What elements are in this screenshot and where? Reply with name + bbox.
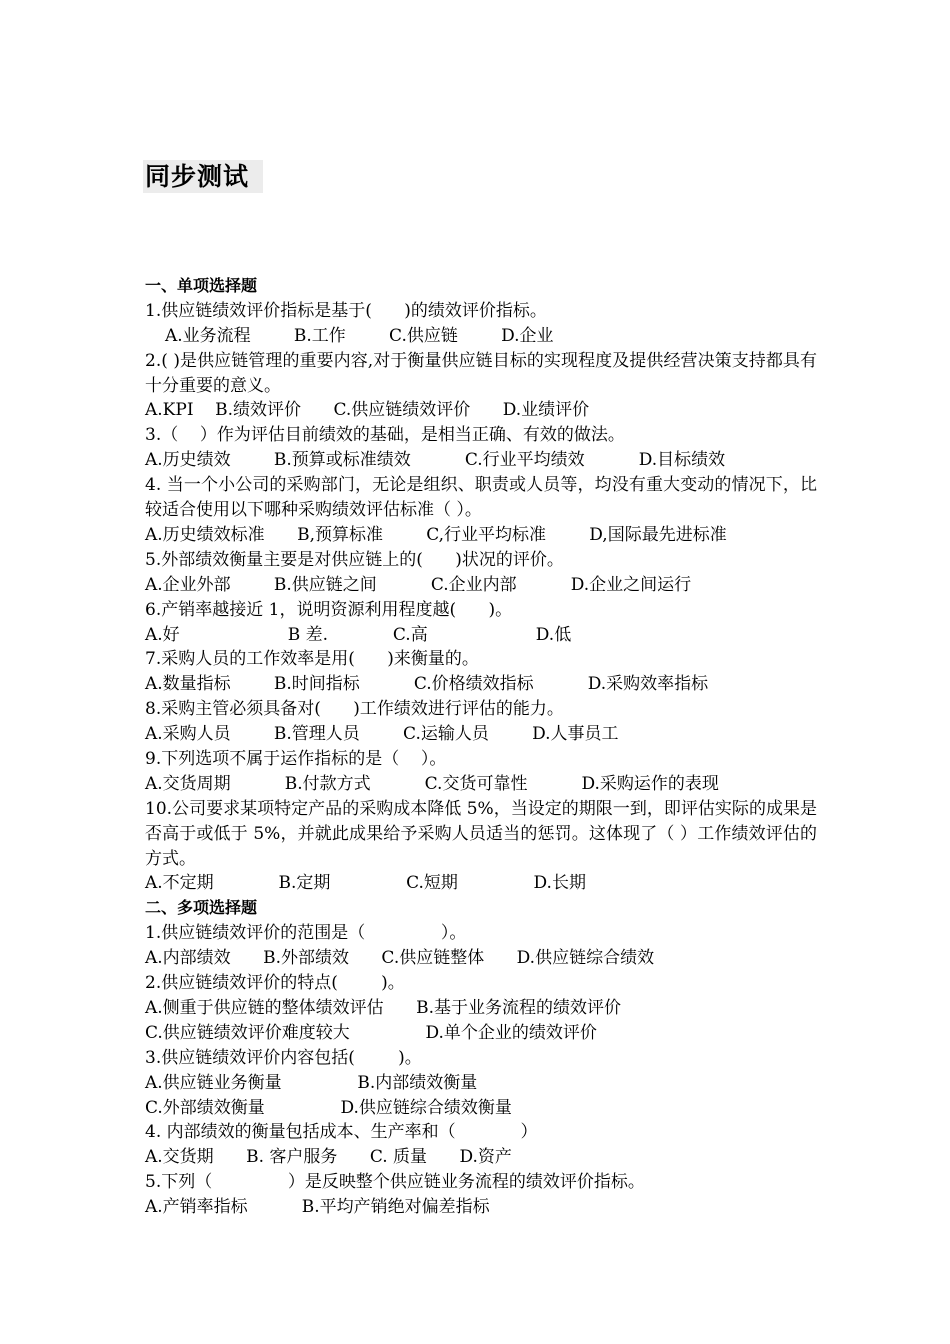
question-text: 3.供应链绩效评价内容包括( )。 — [145, 1047, 422, 1068]
question-options: A.历史绩效 B.预算或标准绩效 C.行业平均绩效 D.目标绩效 — [145, 450, 726, 471]
question-options: A.供应链业务衡量 B.内部绩效衡量 — [145, 1072, 478, 1093]
section-heading-single: 一、单项选择题 — [145, 276, 258, 295]
question-options: A.侧重于供应链的整体绩效评估 B.基于业务流程的绩效评价 — [145, 997, 621, 1018]
question-options: A.业务流程 B.工作 C.供应链 D.企业 — [165, 325, 554, 346]
question-options: C.供应链绩效评价难度较大 D.单个企业的绩效评价 — [145, 1022, 597, 1043]
question-text: 2.( )是供应链管理的重要内容,对于衡量供应链目标的实现程度及提供经营决策支持都具有十分重要的意义。 — [145, 350, 817, 396]
page-title: 同步测试 — [143, 160, 263, 193]
question-text: 1.供应链绩效评价指标是基于( )的绩效评价指标。 — [145, 300, 547, 321]
question-text: 6.产销率越接近 1，说明资源利用程度越( )。 — [145, 599, 513, 620]
question-options: A.历史绩效标准 B,预算标准 C,行业平均标准 D,国际最先进标准 — [145, 524, 727, 545]
question-text: 3.（ ）作为评估目前绩效的基础，是相当正确、有效的做法。 — [145, 425, 625, 446]
question-options: A.交货期 B. 客户服务 C. 质量 D.资产 — [145, 1147, 512, 1168]
question-text: 2.供应链绩效评价的特点( )。 — [145, 973, 405, 994]
question-text: 5.下列（ ）是反映整个供应链业务流程的绩效评价指标。 — [145, 1172, 645, 1193]
question-options: A.不定期 B.定期 C.短期 D.长期 — [145, 873, 586, 894]
question-text: 4. 内部绩效的衡量包括成本、生产率和（ ） — [145, 1122, 538, 1143]
question-text: 8.采购主管必须具备对( )工作绩效进行评估的能力。 — [145, 699, 564, 720]
question-text: 10.公司要求某项特定产品的采购成本降低 5%，当设定的期限一到，即评估实际的成果是否高于或低于 5%，并就此成果给予采购人员适当的惩罚。这体现了（ ）工作绩效评估的方式。 — [145, 798, 817, 869]
question-options: A.企业外部 B.供应链之间 C.企业内部 D.企业之间运行 — [145, 574, 692, 595]
question-options: A.数量指标 B.时间指标 C.价格绩效指标 D.采购效率指标 — [145, 674, 709, 695]
question-text: 5.外部绩效衡量主要是对供应链上的( )状况的评价。 — [145, 549, 564, 570]
question-options: A.交货周期 B.付款方式 C.交货可靠性 D.采购运作的表现 — [145, 773, 719, 794]
question-options: A.好 B 差. C.高 D.低 — [145, 624, 572, 645]
question-text: 9.下列选项不属于运作指标的是（ ）。 — [145, 748, 447, 769]
question-body — [145, 274, 817, 1220]
section-heading-multi: 二、多项选择题 — [145, 898, 258, 918]
question-options: C.外部绩效衡量 D.供应链综合绩效衡量 — [145, 1097, 512, 1118]
question-text: 4. 当一个小公司的采购部门，无论是组织、职责或人员等，均没有重大变动的情况下，比较适合使用以下哪种采购绩效评估标准（ ）。 — [145, 475, 817, 521]
question-options: A.KPI B.绩效评价 C.供应链绩效评价 D.业绩评价 — [145, 400, 590, 421]
question-options: A.产销率指标 B.平均产销绝对偏差指标 — [145, 1197, 490, 1218]
question-options: A.采购人员 B.管理人员 C.运输人员 D.人事员工 — [145, 724, 619, 745]
question-text: 1.供应链绩效评价的范围是（ ）。 — [145, 923, 467, 944]
question-options: A.内部绩效 B.外部绩效 C.供应链整体 D.供应链综合绩效 — [145, 948, 655, 969]
question-text: 7.采购人员的工作效率是用( )来衡量的。 — [145, 649, 479, 670]
